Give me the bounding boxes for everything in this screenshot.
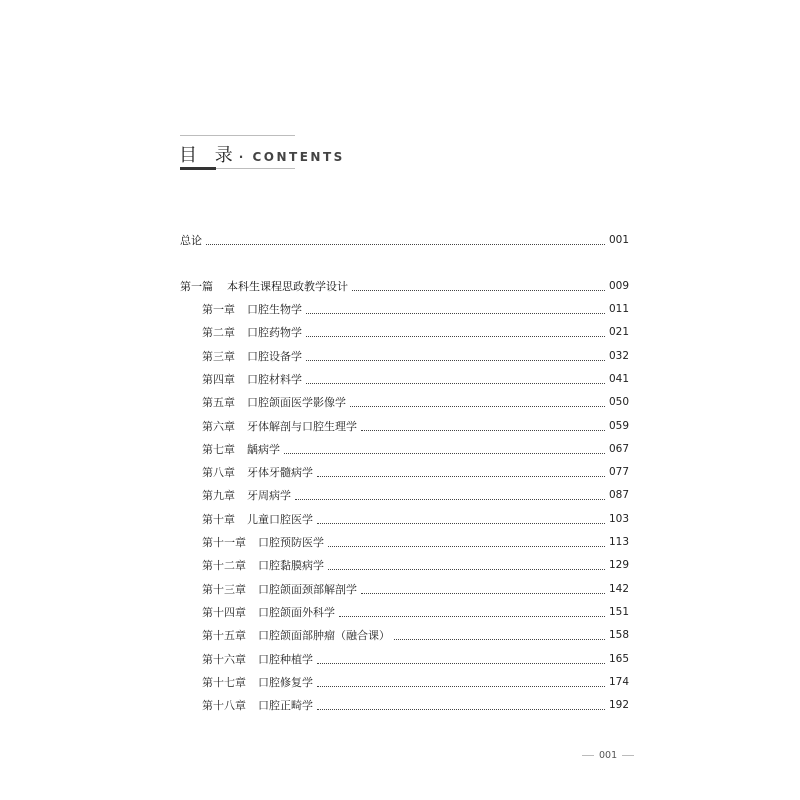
toc-entry-title: 总论 [180,234,202,247]
toc-part-entry[interactable] [180,276,629,296]
dot-leader [328,546,605,547]
dot-leader [295,499,605,500]
dot-leader [306,383,605,384]
toc-chapter-entry[interactable] [202,369,629,389]
toc-chapter-entry[interactable] [202,439,629,459]
toc-entry-page: 113 [608,536,629,548]
toc-chapter-label: 第十二章 [202,559,246,572]
dot-leader [361,593,605,594]
toc-entry-page: 011 [608,303,629,315]
title-english: · CONTENTS [238,150,345,164]
dot-leader [306,336,605,337]
dot-leader [206,244,605,245]
page-number: 001 [599,749,618,761]
dot-leader [306,360,605,361]
toc-entry-page: 067 [608,443,629,455]
toc-chapter-label: 第七章 [202,443,235,456]
toc-chapter-label: 第十三章 [202,583,246,596]
toc-entry-title: 口腔颌面外科学 [258,606,335,619]
toc-entry-title: 口腔生物学 [247,303,302,316]
title-chinese: 目 录 [179,145,239,166]
toc-chapter-label: 第十一章 [202,536,246,549]
toc-chapter-label: 第十七章 [202,676,246,689]
toc-entry-title: 本科生课程思政教学设计 [227,280,348,293]
toc-chapter-label: 第五章 [202,396,235,409]
toc-chapter-label: 第八章 [202,466,235,479]
toc-chapter-entry[interactable] [202,532,629,552]
toc-entry-title: 口腔修复学 [258,676,313,689]
dot-leader [361,430,605,431]
toc-entry-page: 165 [608,653,629,665]
dot-leader [317,709,605,710]
folio-right-rule [622,755,634,756]
toc-entry-title: 口腔颌面颈部解剖学 [258,583,357,596]
toc-chapter-entry[interactable] [202,649,629,669]
toc-chapter-label: 第十六章 [202,653,246,666]
dot-leader [317,523,605,524]
toc-entry-page: 032 [608,350,629,362]
dot-leader [306,313,605,314]
toc-chapter-entry[interactable] [202,695,629,715]
toc-entry-title: 口腔黏膜病学 [258,559,324,572]
toc-entry-title: 牙体解剖与口腔生理学 [247,420,357,433]
toc-chapter-entry[interactable] [202,625,629,645]
toc-entry-page: 103 [608,513,629,525]
toc-chapter-entry[interactable] [202,579,629,599]
toc-entry-page: 050 [608,396,629,408]
dot-leader [317,476,605,477]
toc-part-label: 第一篇 [180,280,213,293]
toc-chapter-entry[interactable] [202,346,629,366]
toc-chapter-label: 第三章 [202,350,235,363]
toc-chapter-entry[interactable] [202,672,629,692]
dot-leader [394,639,605,640]
toc-entry-page: 041 [608,373,629,385]
toc-entry-page: 129 [608,559,629,571]
toc-entry-page: 059 [608,420,629,432]
toc-chapter-label: 第四章 [202,373,235,386]
toc-chapter-label: 第十八章 [202,699,246,712]
page-folio [582,748,634,762]
toc-entry-title: 口腔预防医学 [258,536,324,549]
dot-leader [317,686,605,687]
heading-top-rule [180,135,295,136]
toc-chapter-label: 第十五章 [202,629,246,642]
toc-entry-page: 009 [608,280,629,292]
toc-chapter-entry[interactable] [202,299,629,319]
toc-entry-page: 001 [608,234,629,246]
dot-leader [317,663,605,664]
toc-chapter-label: 第六章 [202,420,235,433]
folio-left-rule [582,755,594,756]
toc-entry-title: 口腔设备学 [247,350,302,363]
dot-leader [284,453,605,454]
dot-leader [352,290,605,291]
toc-entry-page: 158 [608,629,629,641]
toc-entry-page: 077 [608,466,629,478]
toc-intro-entry[interactable] [180,230,629,250]
toc-chapter-entry[interactable] [202,322,629,342]
toc-chapter-entry[interactable] [202,555,629,575]
toc-chapter-entry[interactable] [202,462,629,482]
toc-entry-page: 151 [608,606,629,618]
page-title [179,141,345,165]
toc-entry-page: 142 [608,583,629,595]
toc-entry-title: 口腔正畸学 [258,699,313,712]
dot-leader [328,569,605,570]
toc-entry-title: 口腔颌面部肿瘤（融合课） [258,629,390,642]
toc-chapter-entry[interactable] [202,392,629,412]
toc-entry-page: 192 [608,699,629,711]
toc-entry-title: 牙周病学 [247,489,291,502]
toc-entry-title: 儿童口腔医学 [247,513,313,526]
heading-accent-bar [180,167,216,170]
toc-chapter-entry[interactable] [202,509,629,529]
toc-entry-title: 龋病学 [247,443,280,456]
toc-entry-page: 174 [608,676,629,688]
toc-chapter-label: 第十四章 [202,606,246,619]
toc-entry-title: 口腔种植学 [258,653,313,666]
toc-chapter-label: 第一章 [202,303,235,316]
toc-entry-title: 口腔材料学 [247,373,302,386]
toc-entry-title: 牙体牙髓病学 [247,466,313,479]
dot-leader [350,406,605,407]
toc-entry-page: 087 [608,489,629,501]
toc-entry-title: 口腔颌面医学影像学 [247,396,346,409]
toc-chapter-entry[interactable] [202,602,629,622]
toc-entry-page: 021 [608,326,629,338]
dot-leader [339,616,605,617]
toc-chapter-label: 第九章 [202,489,235,502]
toc-entry-title: 口腔药物学 [247,326,302,339]
toc-chapter-label: 第十章 [202,513,235,526]
toc-chapter-label: 第二章 [202,326,235,339]
toc-chapter-entry[interactable] [202,485,629,505]
toc-chapter-entry[interactable] [202,416,629,436]
